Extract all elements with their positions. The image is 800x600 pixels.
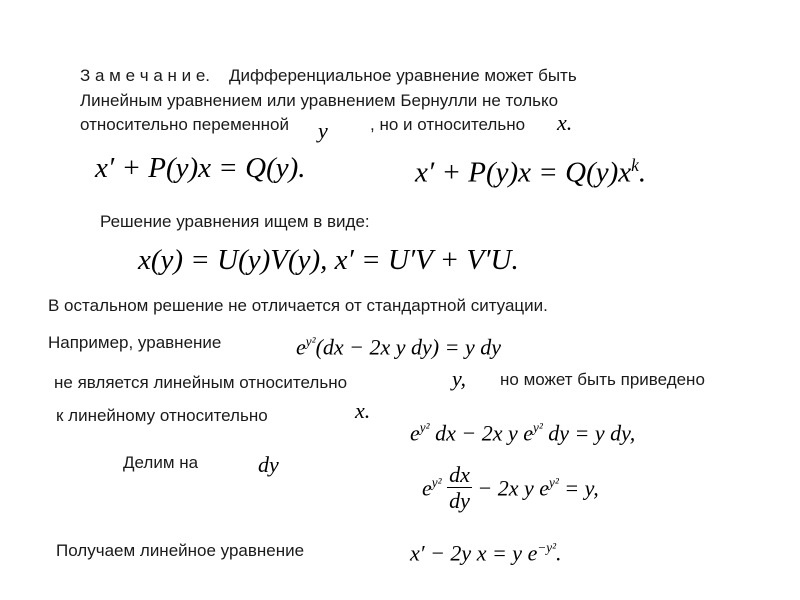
eq-example-rest: (dx − 2x y dy) = y dy	[315, 334, 502, 360]
rest-solution-text: В остальном решение не отличается от стандартной ситуации.	[48, 296, 548, 315]
eq-div-exp1: y²	[431, 474, 442, 490]
var-dy: dy	[258, 452, 279, 477]
equation-example	[296, 334, 501, 360]
eq-div-mid-group	[477, 475, 598, 501]
equation-substitution: x(y) = U(y)V(y), x′ = U′V + V′U.	[138, 244, 519, 276]
eq-div-exp2: y²	[548, 474, 559, 490]
eq-expanded-mid: dx − 2x y e	[435, 420, 533, 446]
eq-bernoulli-left: x′ + P(y)x = Q(y)x	[415, 156, 632, 189]
var-x-example: x.	[355, 398, 371, 423]
equation-bernoulli-in-x	[415, 155, 646, 190]
eq-result-left: x′ − 2y x = y e	[410, 540, 538, 566]
var-y-inline: y	[318, 118, 328, 143]
eq-div-end: = y,	[564, 474, 599, 500]
remark-line-1: Дифференциальное уравнение может быть	[229, 66, 577, 85]
equation-expanded	[410, 420, 635, 446]
remark-line-3a: относительно переменной	[80, 115, 289, 134]
solution-form-text: Решение уравнения ищем в виде:	[100, 212, 370, 231]
example-text: Например, уравнение	[48, 333, 222, 352]
eq-expanded-end: dy = y dy,	[548, 420, 636, 446]
remark-line-2: Линейным уравнением или уравнением Бернулли не только	[80, 91, 559, 110]
var-x-inline: x.	[557, 110, 573, 135]
eq-div-e1: e	[422, 474, 432, 500]
eq-div-e1-group	[422, 475, 442, 501]
equation-result	[410, 540, 562, 566]
eq-bernoulli-end: .	[638, 156, 647, 189]
eq-bernoulli-exponent: k	[631, 155, 639, 175]
eq-example-base: e	[296, 334, 306, 360]
eq-result-exponent: −y²	[537, 540, 557, 555]
eq-div-numerator: dx	[449, 462, 470, 487]
eq-expanded-e1: e	[410, 420, 420, 446]
eq-expanded-exp2: y²	[532, 420, 543, 435]
divide-text: Делим на	[123, 453, 199, 472]
eq-result-end: .	[556, 540, 562, 566]
not-linear-text: не является линейным относительно	[54, 373, 348, 392]
remark-line-3b: , но и относительно	[370, 115, 526, 134]
equation-divided	[422, 462, 599, 514]
var-y-example: y,	[452, 366, 467, 391]
eq-expanded-exp1: y²	[419, 420, 430, 435]
remark-title: З а м е ч а н и е.	[80, 66, 211, 85]
eq-div-fraction	[447, 462, 472, 514]
eq-div-denominator: dy	[449, 488, 470, 514]
result-text: Получаем линейное уравнение	[56, 541, 305, 560]
equation-linear-in-x: x′ + P(y)x = Q(y).	[95, 152, 306, 184]
eq-example-exponent: y²	[305, 334, 316, 349]
to-linear-text: к линейному относительно	[56, 406, 268, 425]
can-be-reduced-text: но может быть приведено	[500, 370, 705, 389]
eq-div-mid: − 2x y e	[477, 474, 549, 500]
